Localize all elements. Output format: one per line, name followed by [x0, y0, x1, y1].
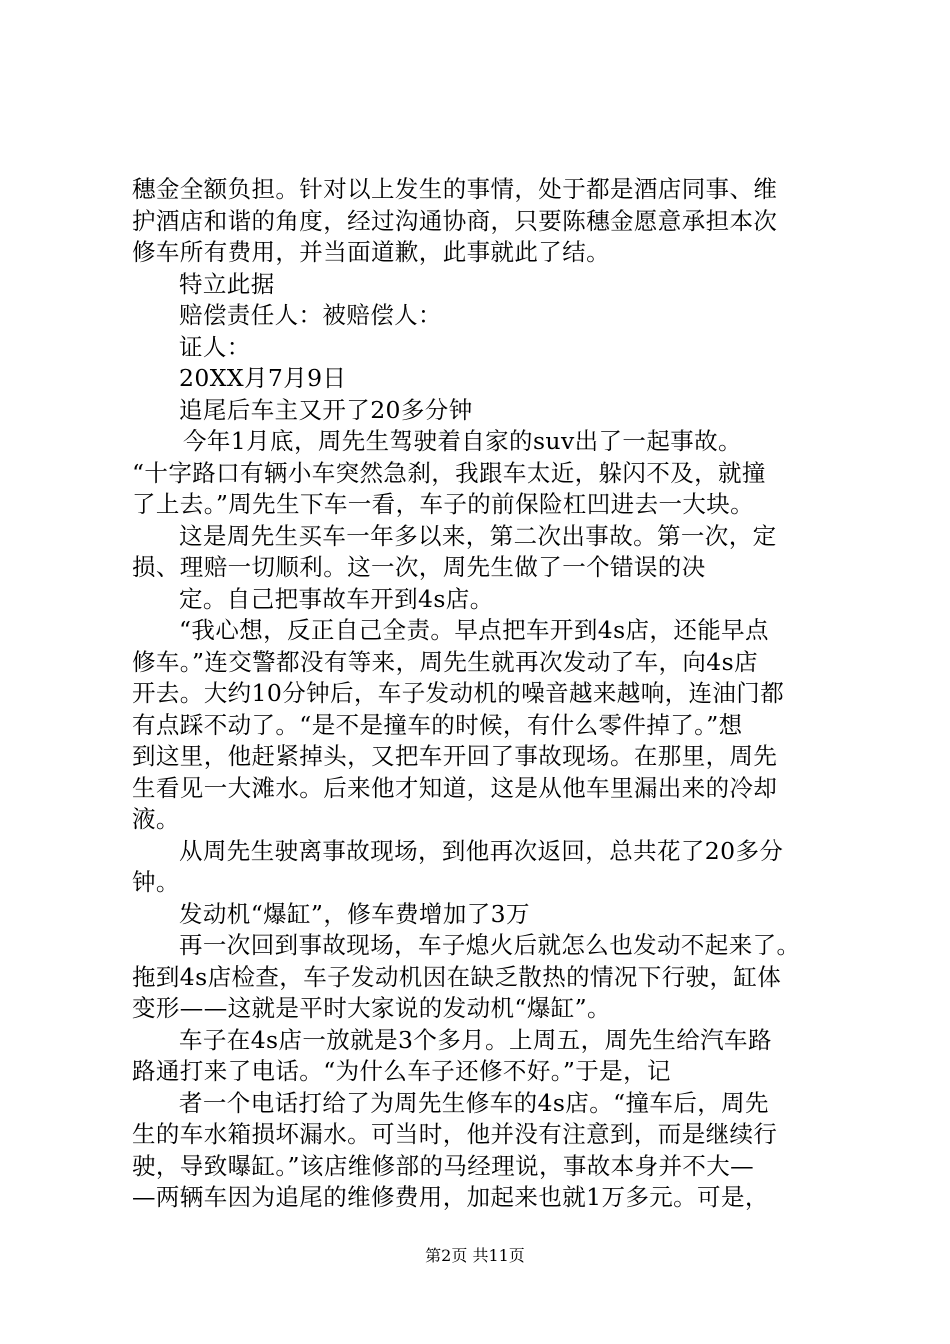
text-line: 拖到4s店检查，车子发动机因在缺乏散热的情况下行驶，缸体	[132, 962, 782, 991]
text-line: 证人：	[179, 332, 251, 361]
text-line: 了上去。”周先生下车一看，车子的前保险杠凹进去一大块。	[132, 490, 755, 518]
text-line: “十字路口有辆小车突然急刹，我跟车太近，躲闪不及，就撞	[132, 458, 766, 487]
text-line: 驶，导致曝缸。”该店维修部的马经理说，事故本身并不大—	[132, 1151, 755, 1180]
text-line: 有点踩不动了。“是不是撞车的时候，有什么零件掉了。”想	[132, 710, 743, 739]
text-line: 损、理赔一切顺利。这一次，周先生做了一个错误的决	[132, 553, 706, 581]
text-line: 穗金全额负担。针对以上发生的事情，处于都是酒店同事、维	[132, 175, 778, 203]
text-line: 修车所有费用，并当面道歉，此事就此了结。	[132, 238, 610, 266]
text-line: 特立此据	[179, 269, 275, 298]
text-line: 定。自己把事故车开到4s店。	[179, 584, 494, 613]
text-line: 护酒店和谐的角度，经过沟通协商，只要陈穗金愿意承担本次	[132, 206, 778, 235]
text-line: 20XX月7月9日	[179, 364, 347, 392]
text-line: 赔偿责任人：被赔偿人：	[179, 301, 442, 329]
text-line: 生的车水箱损坏漏水。可当时，他并没有注意到，而是继续行	[132, 1120, 778, 1148]
section-heading: 追尾后车主又开了20多分钟	[179, 395, 473, 424]
text-line: 生看见一大滩水。后来他才知道，这是从他车里漏出来的冷却	[132, 773, 778, 802]
text-line: 这是周先生买车一年多以来，第二次出事故。第一次，定	[179, 521, 777, 550]
text-line: —两辆车因为追尾的维修费用，加起来也就1万多元。可是，	[132, 1183, 769, 1211]
text-line: 车子在4s店一放就是3个多月。上周五，周先生给汽车路	[179, 1025, 772, 1054]
text-line: 者一个电话打给了为周先生修车的4s店。“撞车后，周先	[179, 1088, 769, 1117]
text-line: 再一次回到事故现场，车子熄火后就怎么也发动不起来了。	[179, 931, 801, 959]
text-line: 从周先生驶离事故现场，到他再次返回，总共花了20多分	[179, 836, 784, 865]
text-line: 开去。大约10分钟后，车子发动机的噪音越来越响，连油门都	[132, 679, 785, 707]
page-footer: 第2页 共11页	[425, 1246, 525, 1265]
text-line: 钟。	[132, 868, 180, 896]
text-line: 今年1月底，周先生驾驶着自家的suv出了一起事故。	[183, 427, 742, 455]
text-line: 液。	[132, 805, 180, 833]
section-heading: 发动机“爆缸”，修车费增加了3万	[179, 899, 530, 928]
text-line: 变形——这就是平时大家说的发动机“爆缸”。	[132, 994, 611, 1022]
text-line: “我心想，反正自己全责。早点把车开到4s店，还能早点	[179, 616, 769, 644]
text-line: 路通打来了电话。“为什么车子还修不好。”于是，记	[132, 1057, 671, 1085]
text-line: 修车。”连交警都没有等来，周先生就再次发动了车，向4s店	[132, 647, 758, 676]
text-line: 到这里，他赶紧掉头，又把车开回了事故现场。在那里，周先	[132, 742, 778, 770]
document-body	[132, 174, 832, 1214]
